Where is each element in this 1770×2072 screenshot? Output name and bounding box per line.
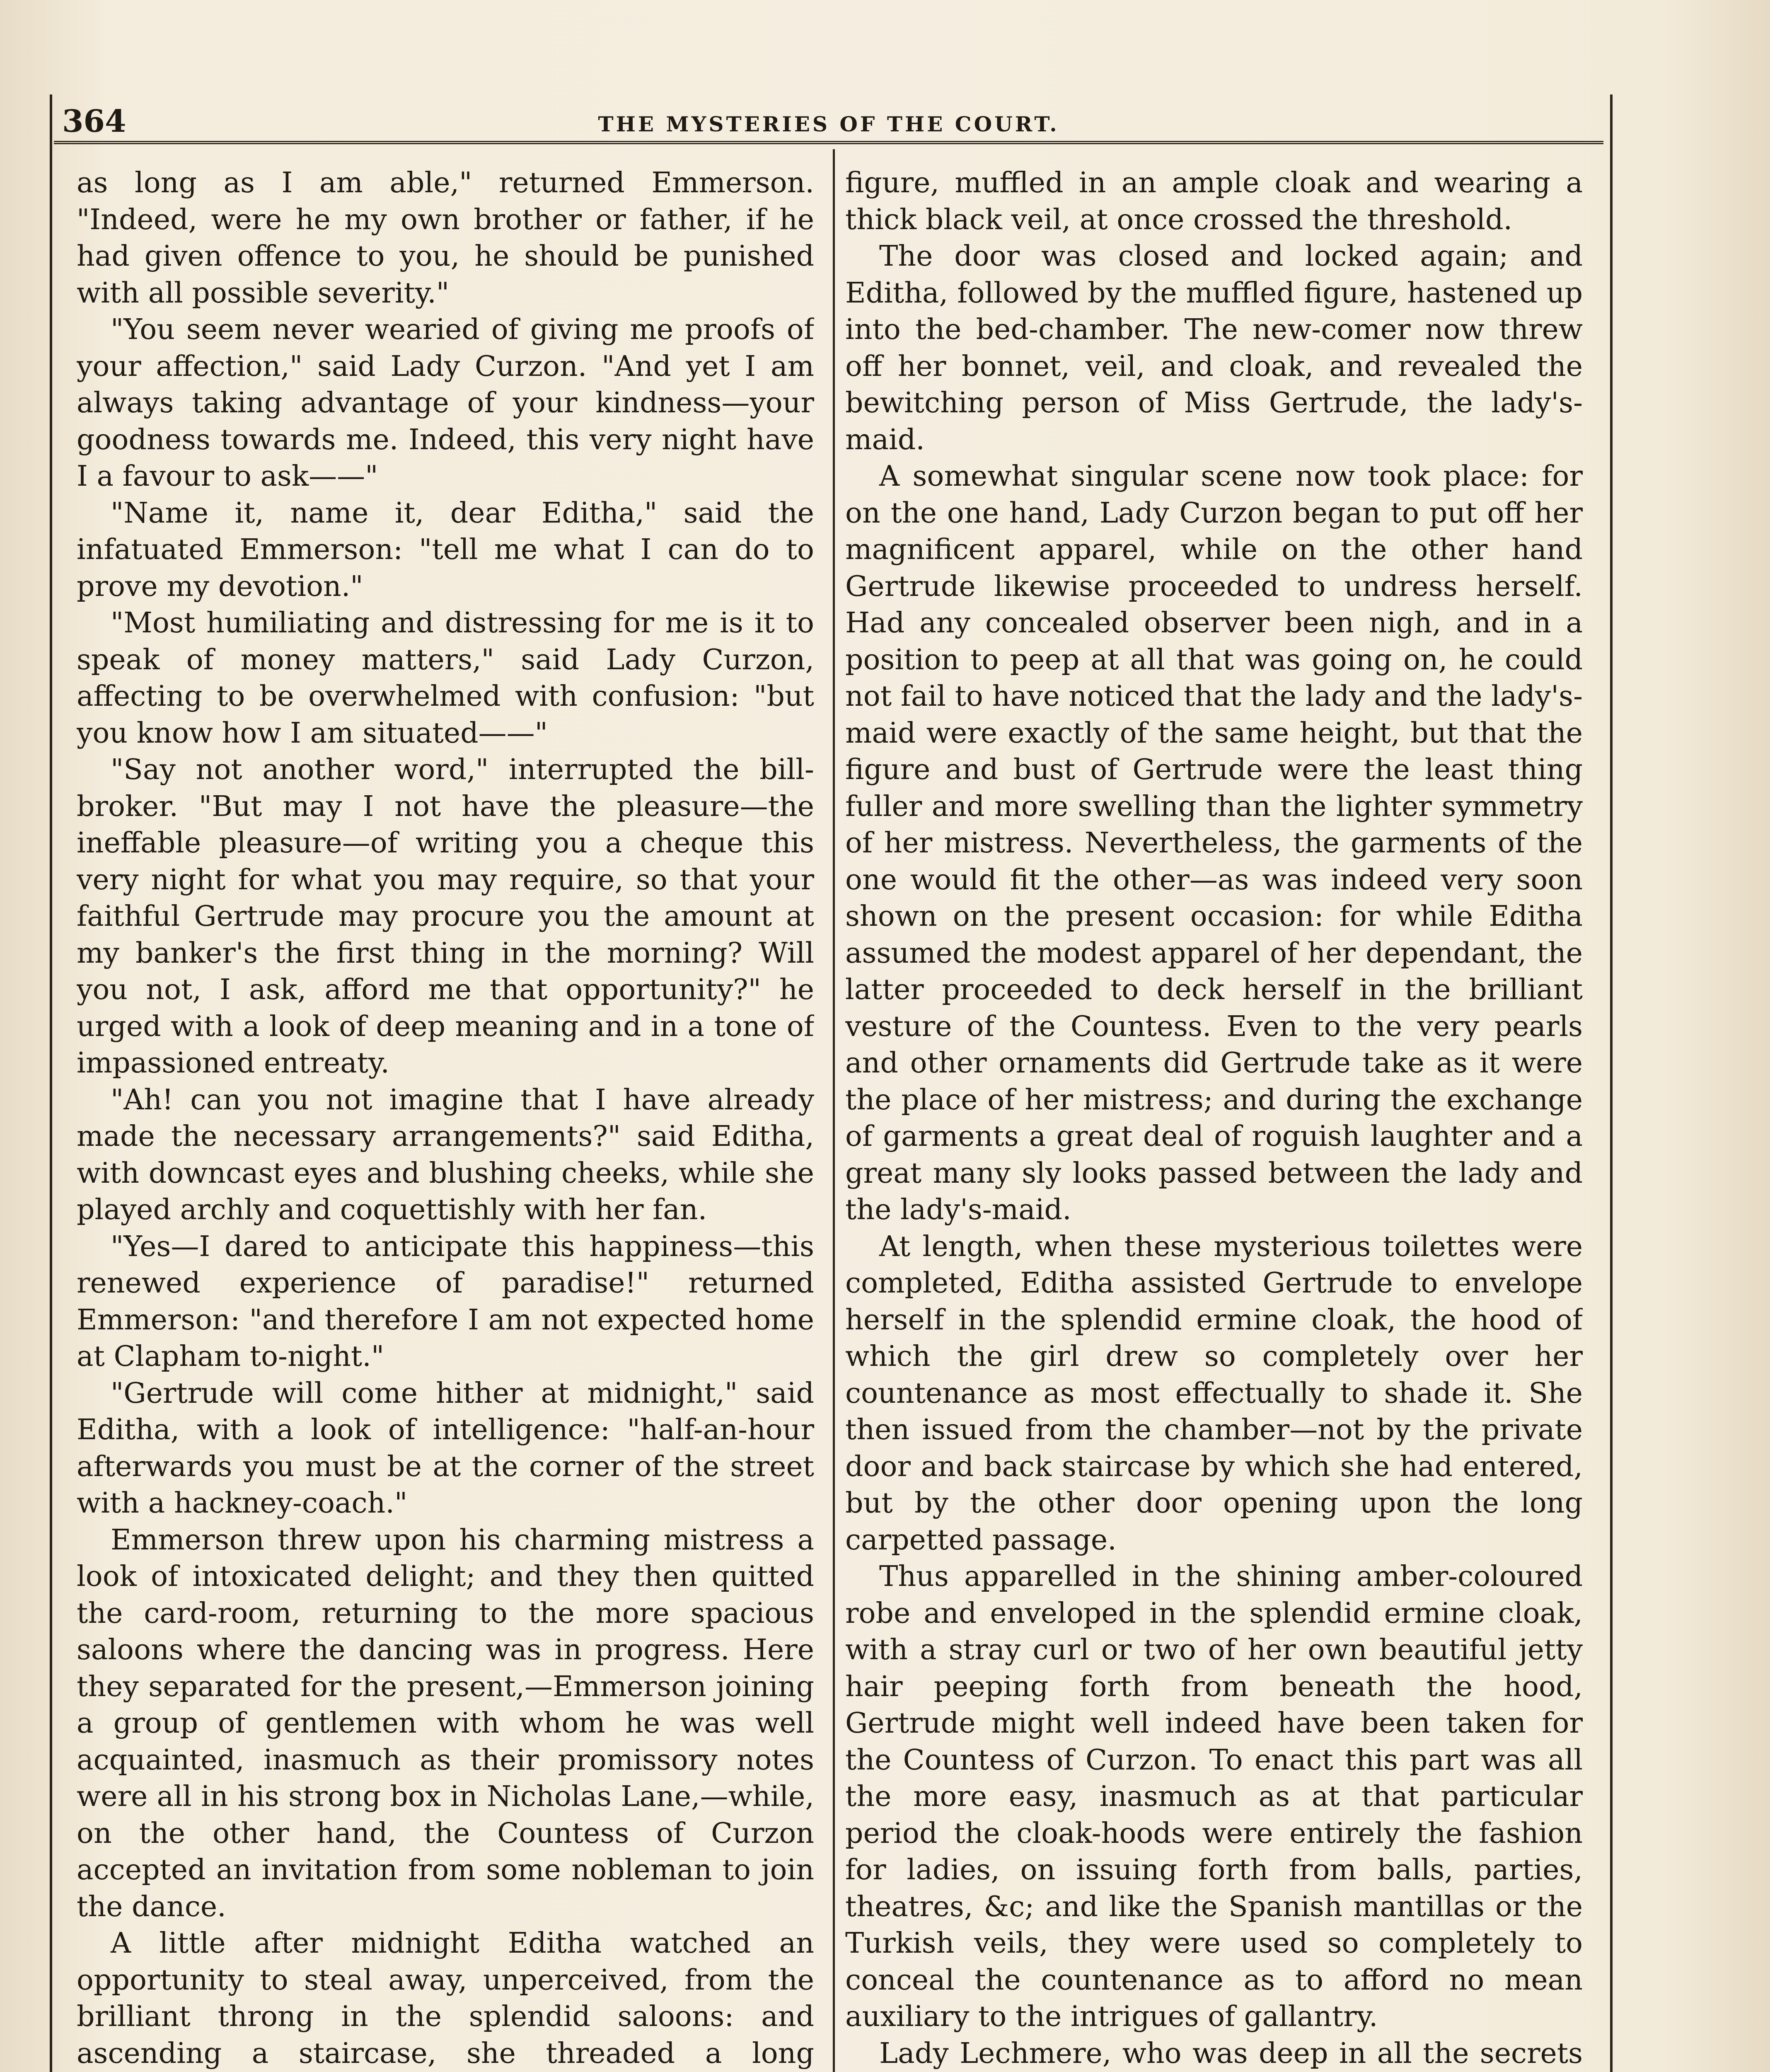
running-title: THE MYSTERIES OF THE COURT.	[598, 112, 1059, 136]
page-number: 364	[62, 104, 126, 139]
paragraph: "Name it, name it, dear Editha," said the infatuated Emmerson: "tell me what I can do to prove my devotion."	[77, 496, 814, 603]
right-column	[845, 165, 1583, 2072]
paragraph: "Say not another word," interrupted the bill-broker. "But may I not have the pleasure—the ineffable pleasure—of writing you a cheque this very night for what you may require, so that your faithful Gertrude may procure you the amount at my banker's the first thing in the morning? Will you not, I ask, afford me that opportunity?" he urged with a look of deep meaning and in a tone of impassioned entreaty.	[77, 753, 814, 1080]
paragraph: Lady Lechmere, who was deep in all the secrets	[879, 2037, 1583, 2070]
paragraph: as long as I am able," returned Emmerson. "Indeed, were he my own brother or father, if he had given offence to you, he should be punished with all possible severity."	[77, 167, 814, 310]
left-column	[77, 165, 814, 2072]
paragraph: "Gertrude will come hither at midnight," said Editha, with a look of intelligence: "half-an-hour afterwards you must be at the corner of the street with a hackney-coach."	[77, 1377, 814, 1520]
page-header	[54, 96, 1603, 144]
paragraph: A somewhat singular scene now took place: for on the one hand, Lady Curzon began to put off her magnificent apparel, while on the other hand Gertrude likewise proceeded to undress herself. Had any concealed observer been nigh, and in a position to peep at all that was going on, he could not fail to have noticed that the lady and the lady's-maid were exactly of the same height, but that the figure and bust of Gertrude were the least thing fuller and more swelling than the lighter symmetry of her mistress. Nevertheless, the garments of the one would fit the other—as was indeed very soon shown on the present occasion: for while Editha assumed the modest apparel of her dependant, the latter proceeded to deck herself in the brilliant vesture of the Countess. Even to the very pearls and other ornaments did Gertrude take as it were the place of her mistress; and during the exchange of garments a great deal of roguish laughter and a great many sly looks passed between the lady and the lady's-maid.	[845, 460, 1583, 1226]
paragraph: "You seem never wearied of giving me proofs of your affection," said Lady Curzon. "And yet I am always taking advantage of your kindness—your goodness towards me. Indeed, this very night have I a favour to ask——"	[77, 313, 814, 493]
paragraph: Emmerson threw upon his charming mistress a look of intoxicated delight; and they then quitted the card-room, returning to the more spacious saloons where the dancing was in progress. Here they separated for the present,—Emmerson joining a group of gentlemen with whom he was well acquainted, inasmuch as their promissory notes were all in his strong box in Nicholas Lane,—while, on the other hand, the Countess of Curzon accepted an invitation from some nobleman to join the dance.	[77, 1523, 814, 1923]
paragraph: At length, when these mysterious toilettes were completed, Editha assisted Gertrude to envelope herself in the splendid ermine cloak, the hood of which the girl drew so completely over her countenance as most effectually to shade it. She then issued from the chamber—not by the private door and back staircase by which she had entered, but by the other door opening upon the long carpetted passage.	[845, 1230, 1583, 1556]
paragraph: A little after midnight Editha watched an opportunity to steal away, unperceived, from the brilliant throng in the splendid saloons: and ascending a staircase, she threaded a long	[77, 1927, 814, 2070]
paragraph: Thus apparelled in the shining amber-coloured robe and enveloped in the splendid ermine cloak, with a stray curl or two of her own beautiful jetty hair peeping forth from beneath the hood, Gertrude might well indeed have been taken for the Countess of Curzon. To enact this part was all the more easy, inasmuch as at that particular period the cloak-hoods were entirely the fashion for ladies, on issuing forth from balls, parties, theatres, &c; and like the Spanish mantillas or the Turkish veils, they were used so completely to conceal the countenance as to afford no mean auxiliary to the intrigues of gallantry.	[845, 1560, 1583, 2033]
paragraph: The door was closed and locked again; and Editha, followed by the muffled figure, hastened up into the bed-chamber. The new-comer now threw off her bonnet, veil, and cloak, and revealed the bewitching person of Miss Gertrude, the lady's-maid.	[845, 240, 1583, 456]
paragraph: "Ah! can you not imagine that I have already made the necessary arrangements?" said Editha, with downcast eyes and blushing cheeks, while she played archly and coquettishly with her fan.	[77, 1083, 814, 1226]
column-divider	[833, 149, 835, 2072]
paragraph: "Yes—I dared to anticipate this happiness—this renewed experience of paradise!" returned Emmerson: "and therefore I am not expected home at Clapham to-night."	[77, 1230, 814, 1373]
paragraph: "Most humiliating and distressing for me is it to speak of money matters," said Lady Curzon, affecting to be overwhelmed with confusion: "but you know how I am situated——"	[77, 607, 814, 750]
paragraph: figure, muffled in an ample cloak and wearing a thick black veil, at once crossed the threshold.	[845, 167, 1583, 236]
